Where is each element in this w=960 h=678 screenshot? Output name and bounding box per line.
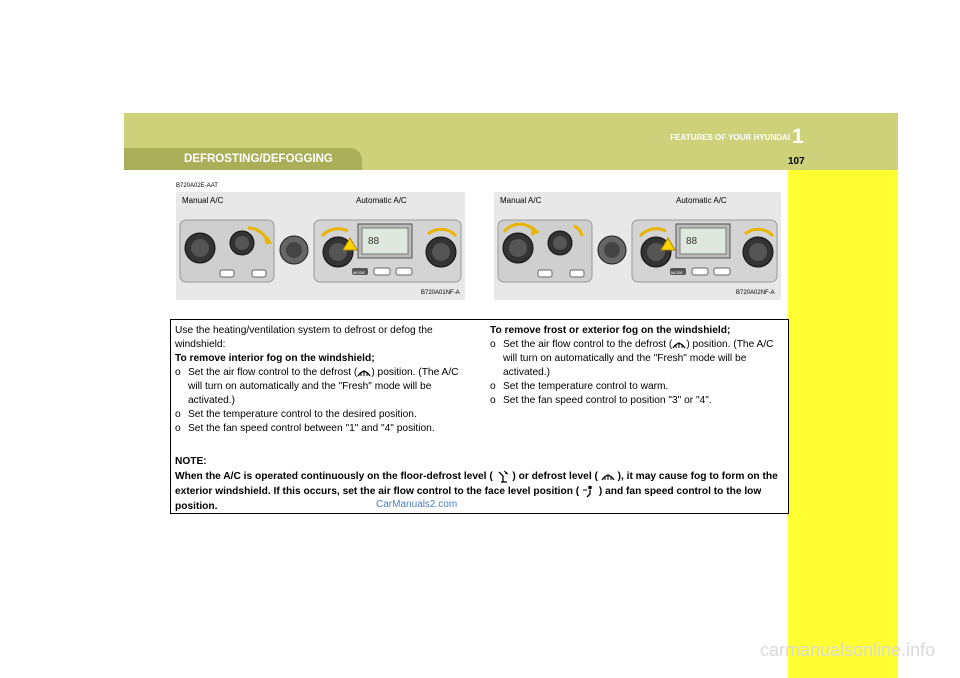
auto-ac-label: Automatic A/C (356, 196, 407, 205)
chapter-title: FEATURES OF YOUR HYUNDAI (670, 133, 790, 142)
defrost-icon (601, 471, 615, 482)
interior-heading: To remove interior fog on the windshield; (175, 353, 375, 364)
figure-code-top: B720A02E-AAT (176, 183, 218, 189)
face-level-icon (582, 485, 596, 498)
list-item: o Set the air flow control to the defrost ( ) position. (The A/C will turn on automatically and the "Fresh" mode will be activated.) (175, 367, 459, 406)
right-column (490, 324, 784, 408)
list-item: o Set the fan speed control to position "3" or "4". (490, 395, 712, 406)
climate-control-illustration-right (494, 206, 781, 286)
figure-panel-right (494, 192, 781, 300)
climate-control-illustration-left (176, 206, 465, 286)
note-block: NOTE: When the A/C is operated continuously on the floor-defrost level ( ) or defrost level ( ), it may cause fog to form on the exterior windshield. If this occurs, set the air flow control to the face level position ( ) and fan speed control to the low position. (175, 454, 785, 514)
section-title: DEFROSTING/DEFOGGING (184, 153, 333, 165)
list-item: o Set the temperature control to the desired position. (175, 409, 417, 420)
intro-text: Use the heating/ventilation system to defrost or defog the windshield: (175, 325, 433, 350)
exterior-heading: To remove frost or exterior fog on the windshield; (490, 325, 731, 336)
list-item: o Set the fan speed control between "1" and "4" position. (175, 423, 435, 434)
manual-ac-label: Manual A/C (500, 196, 542, 205)
figure-code-left: B720A01NF-A (421, 290, 460, 296)
content-box (170, 319, 789, 514)
figure-code-right: B720A02NF-A (736, 290, 775, 296)
display-readout-right: 88 (686, 236, 698, 247)
mode-button-label-right: MODE (671, 270, 683, 275)
mode-button-label-left: MODE (353, 270, 365, 275)
note-label: NOTE: (175, 456, 207, 467)
list-item: o Set the temperature control to warm. (490, 381, 669, 392)
floor-defrost-icon (496, 470, 510, 483)
figure-panel-left (176, 192, 465, 300)
chapter-side-strip (788, 113, 898, 678)
watermark: CarManuals2.com (376, 499, 458, 510)
defrost-icon (357, 367, 371, 378)
display-readout-left: 88 (368, 236, 380, 247)
manual-ac-label: Manual A/C (182, 196, 224, 205)
list-item: o Set the air flow control to the defrost ( ) position. (The A/C will turn on automatically and the "Fresh" mode will be activated.) (490, 339, 774, 378)
defrost-icon (672, 339, 686, 350)
page-number: 107 (788, 156, 805, 167)
left-column (175, 324, 469, 436)
chapter-number: 1 (792, 125, 804, 148)
auto-ac-label: Automatic A/C (676, 196, 727, 205)
footer-watermark: carmanualsonline.info (760, 640, 936, 660)
